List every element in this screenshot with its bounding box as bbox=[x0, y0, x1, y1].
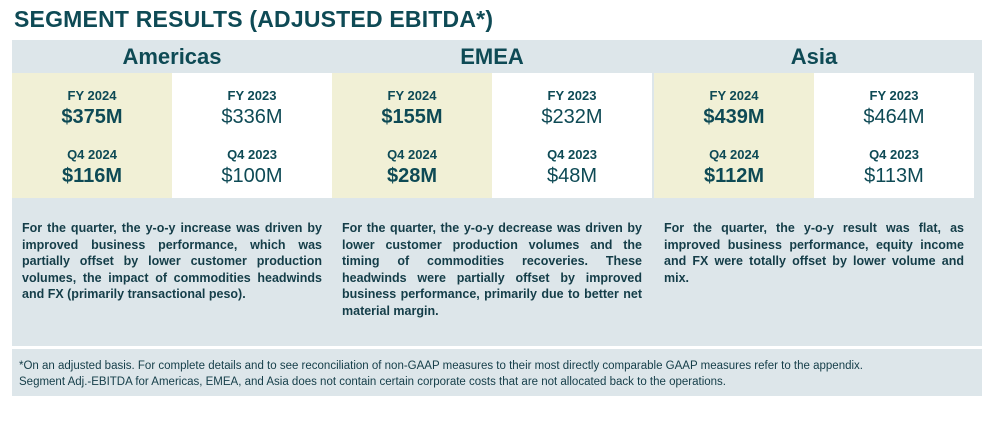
q-current-label: Q4 2024 bbox=[709, 147, 759, 162]
segment-commentary: For the quarter, the y-o-y result was flat, as improved business performance, equity income and FX were totally offset by lower volume and mix. bbox=[664, 221, 964, 285]
q-prior-label: Q4 2023 bbox=[227, 147, 277, 162]
footnote-line-2: Segment Adj.-EBITDA for Americas, EMEA, and Asia does not contain certain corporate costs that are not allocated back to the operations. bbox=[19, 376, 726, 388]
fy-current-label: FY 2024 bbox=[67, 88, 117, 103]
fy-current-value: $439M bbox=[703, 106, 765, 128]
fy-prior-value: $232M bbox=[541, 106, 603, 128]
q-current-label: Q4 2024 bbox=[387, 147, 437, 162]
fy-prior-label: FY 2023 bbox=[547, 88, 597, 103]
q-prior-value: $48M bbox=[546, 165, 598, 187]
q-prior-value: $113M bbox=[864, 165, 924, 187]
segment-commentary: For the quarter, the y-o-y increase was driven by improved business performance, which was partially offset by lower customer production volumes, the impact of commodities headwinds and FX (primarily transactional peso). bbox=[22, 221, 322, 301]
footnote-line-1: *On an adjusted basis. For complete details and to see reconciliation of non-GAAP measures to their most directly comparable GAAP measures refer to the appendix. bbox=[19, 360, 863, 372]
q-current-value: $112M bbox=[703, 165, 765, 187]
segment-asia bbox=[654, 40, 974, 346]
segment-commentary: For the quarter, the y-o-y decrease was driven by lower customer production volumes and the timing of commodities recoveries. These headwinds were partially offset by improved business performance, primarily due to better net material margin. bbox=[342, 221, 642, 318]
fy-current-value: $155M bbox=[381, 106, 443, 128]
prior-year-cell bbox=[492, 73, 652, 198]
fy-prior-label: FY 2023 bbox=[869, 88, 919, 103]
q-current-label: Q4 2024 bbox=[67, 147, 117, 162]
fy-prior-value: $336M bbox=[221, 106, 283, 128]
segment-emea bbox=[332, 40, 652, 346]
metrics-grid bbox=[12, 73, 332, 198]
segment-americas bbox=[12, 40, 332, 346]
q-prior-value: $100M bbox=[221, 165, 283, 187]
metrics-grid bbox=[332, 73, 652, 198]
fy-current-label: FY 2024 bbox=[709, 88, 759, 103]
current-year-cell bbox=[332, 73, 492, 198]
segment-name: EMEA bbox=[460, 44, 524, 69]
footnote bbox=[19, 358, 979, 390]
fy-current-value: $375M bbox=[61, 106, 123, 128]
metrics-grid bbox=[654, 73, 974, 198]
fy-prior-label: FY 2023 bbox=[227, 88, 277, 103]
q-prior-label: Q4 2023 bbox=[869, 147, 919, 162]
q-current-value: $28M bbox=[386, 165, 438, 187]
prior-year-cell bbox=[814, 73, 974, 198]
footnote-divider bbox=[12, 346, 982, 349]
q-current-value: $116M bbox=[61, 165, 123, 187]
current-year-cell bbox=[654, 73, 814, 198]
q-prior-label: Q4 2023 bbox=[547, 147, 597, 162]
segment-results-panel bbox=[12, 40, 982, 396]
fy-prior-value: $464M bbox=[863, 106, 925, 128]
page-title: SEGMENT RESULTS (ADJUSTED EBITDA*) bbox=[14, 6, 494, 32]
fy-current-label: FY 2024 bbox=[387, 88, 437, 103]
segment-name: Americas bbox=[122, 44, 222, 69]
segment-name: Asia bbox=[790, 44, 838, 69]
current-year-cell bbox=[12, 73, 172, 198]
prior-year-cell bbox=[172, 73, 332, 198]
